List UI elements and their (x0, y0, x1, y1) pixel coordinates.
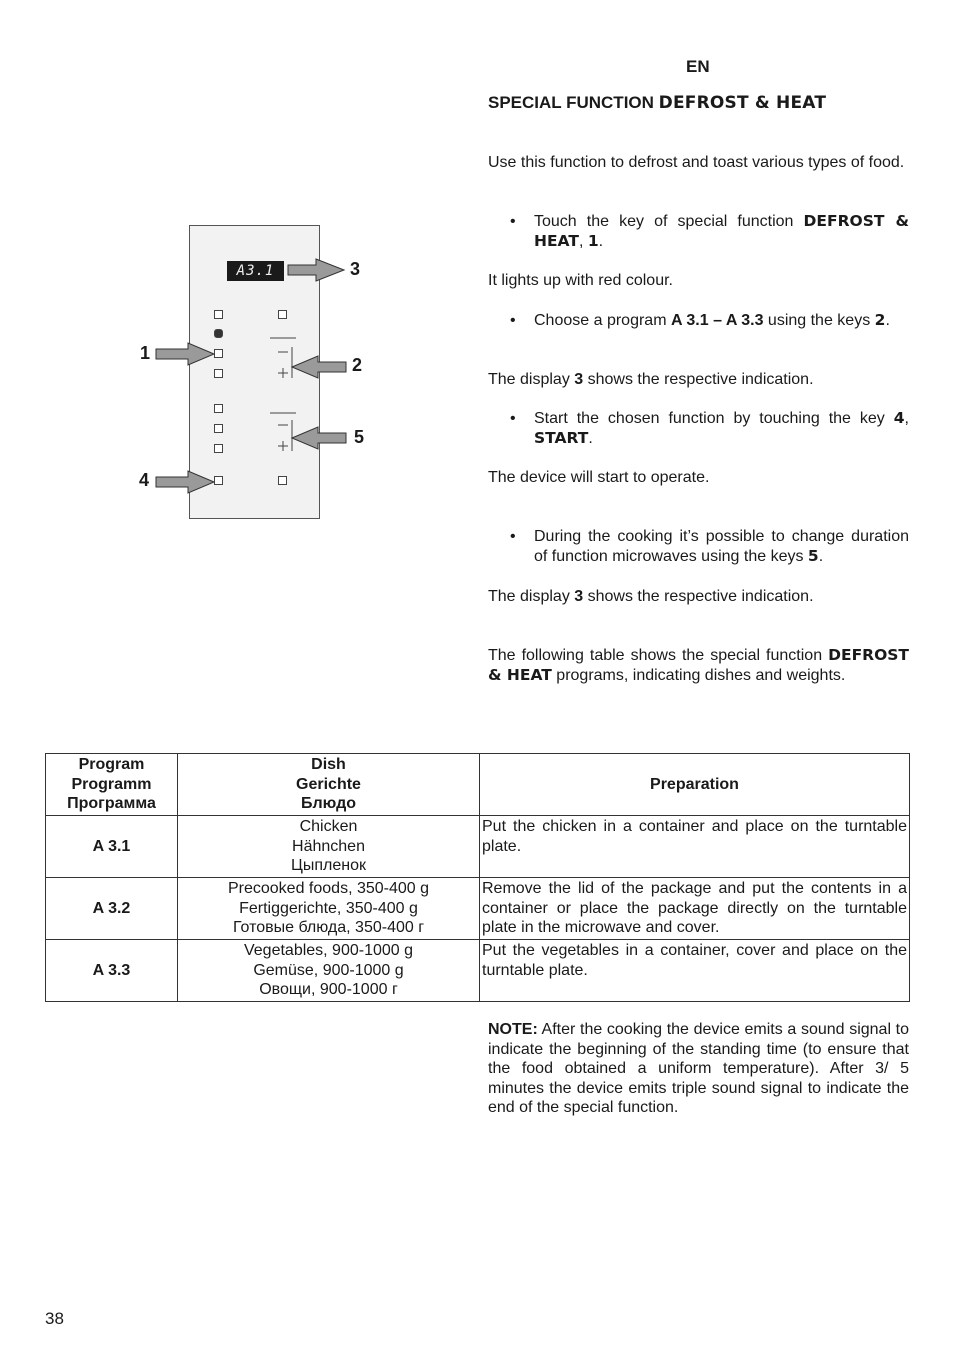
key-number: 4 (893, 409, 905, 427)
table-header-row (46, 754, 910, 816)
bullet-dot: • (510, 213, 516, 230)
dish-cell (178, 816, 480, 878)
key-number: 5 (807, 546, 819, 565)
lights-paragraph: It lights up with red colour. (488, 272, 673, 289)
note-label: NOTE: (488, 1021, 538, 1038)
header-dish-de: Gerichte (296, 775, 361, 793)
header-dish (178, 754, 480, 816)
page-number: 38 (45, 1309, 64, 1328)
program-code: A 3.2 (46, 878, 178, 940)
period: . (598, 232, 604, 250)
callout-arrows (150, 255, 350, 495)
dish-en: Chicken (299, 818, 358, 836)
section-title (488, 93, 826, 114)
dish-en: Vegetables, 900-1000 g (243, 942, 414, 960)
step-text: Start the chosen function by touching the key (534, 410, 894, 427)
period: . (588, 429, 593, 447)
step-text: Choose a program (534, 312, 671, 329)
title-function-name: DEFROST & HEAT (658, 93, 827, 113)
display-paragraph-1 (488, 370, 909, 390)
dish-cell (178, 940, 480, 1002)
header-program-de: Programm (71, 775, 152, 793)
operate-paragraph: The device will start to operate. (488, 469, 710, 486)
dish-ru: Готовые блюда, 350-400 г (232, 919, 425, 937)
bullet-dot: • (510, 410, 516, 427)
display-text-pre: The display (488, 371, 575, 388)
preparation-cell: Put the chicken in a container and place on the turntable plate. (480, 816, 910, 878)
header-program (46, 754, 178, 816)
table-row (46, 940, 910, 1002)
header-dish-en: Dish (311, 756, 346, 774)
display-paragraph-2 (488, 587, 909, 607)
table-row (46, 816, 910, 878)
step-text-mid: using the keys (763, 312, 875, 329)
display-text-post: shows the respective indication. (583, 371, 814, 388)
display-number: 3 (574, 371, 584, 388)
dish-ru: Цыпленок (291, 857, 366, 875)
marker-2: 2 (352, 355, 363, 375)
header-program-en: Program (78, 756, 145, 774)
preparation-cell: Remove the lid of the package and put the contents in a container or place the package directly on the turntable plate in the microwave and cover. (480, 878, 910, 940)
arrow-5-icon (292, 427, 346, 449)
table-intro-post: programs, indicating dishes and weights. (551, 666, 846, 684)
program-code: A 3.1 (46, 816, 178, 878)
dish-de: Fertiggerichte, 350-400 g (239, 899, 418, 917)
period: . (818, 547, 824, 565)
program-code: A 3.3 (46, 940, 178, 1002)
bullet-dot: • (510, 312, 516, 329)
key-number: 1 (587, 231, 599, 250)
language-code: EN (686, 57, 710, 76)
title-prefix: SPECIAL FUNCTION (488, 93, 654, 112)
marker-1: 1 (140, 343, 151, 363)
note-text: After the cooking the device emits a sound signal to indicate the beginning of the standing time (to ensure that the food obtained a uniform temperature). After 3/ 5 minutes the device emits triple sound signal to indicate the end of the special function. (488, 1021, 909, 1116)
marker-4: 4 (139, 470, 150, 490)
table-intro-pre: The following table shows the special function (488, 647, 829, 664)
step-text: During the cooking it’s possible to change duration of function microwaves using the keys (534, 528, 909, 565)
dish-cell (178, 878, 480, 940)
separator: , (578, 232, 588, 250)
header-preparation: Preparation (480, 754, 910, 816)
table-row (46, 878, 910, 940)
note-paragraph (488, 1020, 909, 1118)
header-program-ru: Программа (67, 795, 156, 813)
program-range: A 3.1 – A 3.3 (670, 312, 764, 329)
arrow-4-icon (156, 471, 214, 493)
dish-ru: Овощи, 900-1000 г (259, 981, 398, 999)
dish-en: Precooked foods, 350-400 g (227, 880, 430, 898)
programs-table (45, 753, 910, 1002)
panel-display: A3.1 (227, 261, 284, 281)
marker-3: 3 (350, 259, 361, 279)
separator: , (904, 410, 909, 427)
arrow-2-icon (292, 356, 346, 378)
display-text-pre: The display (488, 588, 575, 605)
header-dish-ru: Блюдо (300, 795, 357, 813)
period: . (885, 312, 890, 329)
key-number: 2 (874, 311, 886, 329)
display-text-post: shows the respective indication. (583, 588, 814, 605)
intro-paragraph: Use this function to defrost and toast various types of food. (488, 154, 905, 171)
dish-de: Hähnchen (292, 837, 365, 855)
preparation-cell: Put the vegetables in a container, cover and place on the turntable plate. (480, 940, 910, 1002)
key-name: DEFROST & HEAT (534, 212, 909, 250)
arrow-1-icon (156, 343, 214, 365)
marker-5: 5 (354, 427, 365, 447)
step-text: Touch the key of special function (534, 213, 804, 230)
display-number: 3 (574, 588, 584, 605)
key-name: START (534, 428, 589, 447)
table-intro-paragraph (488, 646, 909, 685)
dish-de: Gemüse, 900-1000 g (253, 961, 404, 979)
arrow-3-icon (288, 259, 344, 281)
function-name: DEFROST & HEAT (488, 646, 909, 684)
bullet-dot: • (510, 528, 516, 545)
